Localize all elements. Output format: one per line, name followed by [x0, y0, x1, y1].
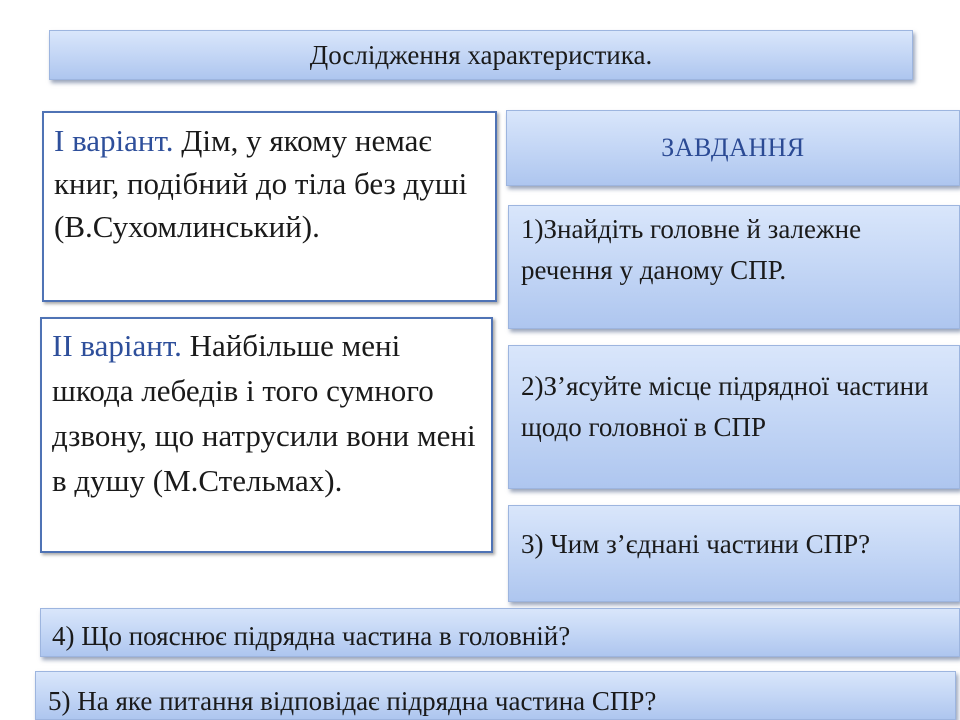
task-1-text: 1)Знайдіть головне й залежне речення у даному СПР. [521, 214, 862, 285]
task-2-text: 2)З’ясуйте місце підрядної частини щодо головної в СПР [521, 371, 929, 442]
tasks-heading-text: ЗАВДАННЯ [661, 133, 805, 162]
task-3 [508, 505, 960, 602]
task-4-text: 4) Що пояснює підрядна частина в головній? [52, 621, 571, 651]
slide-title [49, 30, 913, 80]
variant-1-label: І варіант. [54, 123, 174, 158]
tasks-heading [506, 110, 960, 186]
task-4 [40, 608, 960, 657]
task-1 [508, 205, 960, 329]
variant-2-text: Найбільше мені шкода лебедів і того сумного дзвону, що натрусили вони мені в душу (М.Стельмах). [52, 328, 476, 498]
variant-1-text: Дім, у якому немає книг, подібний до тіла без душі (В.Сухомлинський). [54, 123, 468, 244]
task-5-text: 5) На яке питання відповідає підрядна частина СПР? [48, 686, 657, 716]
variant-2-label: ІІ варіант. [52, 328, 182, 363]
task-5 [35, 671, 956, 720]
variant-2-box [40, 317, 493, 553]
variant-1-box [42, 111, 497, 302]
slide-title-text: Дослідження характеристика. [309, 39, 653, 70]
task-2 [508, 345, 960, 489]
task-3-text: 3) Чим з’єднані частини СПР? [521, 529, 871, 559]
